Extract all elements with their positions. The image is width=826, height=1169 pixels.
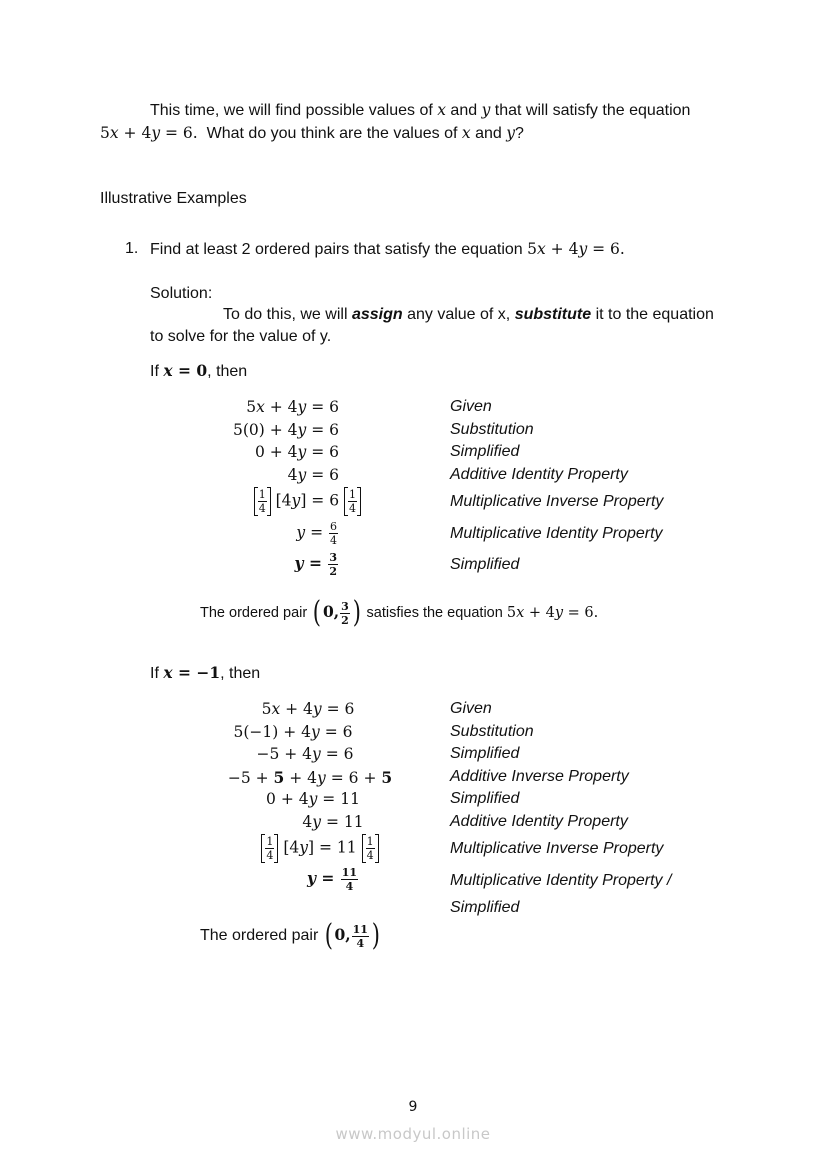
case2-step-2-eq: 5(−1) + 4y = 6 — [233, 723, 353, 741]
case1-step-1-eq: 5x + 4y = 6 — [246, 398, 339, 416]
case2-conclusion: The ordered pair ( 0, $\frac{11}{4}$ ) — [200, 918, 380, 953]
case2-step-8-reason-cont: Simplified — [450, 899, 520, 916]
case2-step-6-reason: Additive Identity Property — [450, 813, 628, 830]
pair-x: 0 — [334, 925, 346, 945]
case1-conclusion: The ordered pair ( 0, $\frac{3}{2}$ ) satisfies the equation 5x + 4y = 6. — [200, 595, 599, 630]
example-prompt-text: Find at least 2 ordered pairs that satisfy the equation — [150, 241, 528, 258]
case1-step-1-reason: Given — [450, 398, 492, 415]
bracket-fraction: $\frac{1}{4}$ — [261, 836, 278, 861]
case2-step-5-eq: 0 + 4y = 11 — [266, 790, 360, 808]
case2-step-6-eq: 4y = 11 — [302, 813, 364, 831]
case2-step-3-reason: Simplified — [450, 745, 520, 762]
case1-step-3-reason: Simplified — [450, 443, 520, 460]
case1-step-7-reason: Simplified — [450, 556, 520, 573]
case2-condition — [150, 663, 260, 683]
question-mark: ? — [515, 125, 524, 142]
case2-step-5-reason: Simplified — [450, 790, 520, 807]
var-y: y — [506, 124, 515, 142]
solution-text: any value of x, — [402, 306, 515, 323]
case2-step-4-reason: Additive Inverse Property — [450, 768, 629, 785]
case1-step-6-eq: y = $\frac{6}{4}$ — [296, 520, 337, 547]
solution-text-line-1 — [223, 306, 714, 324]
bracket-fraction: $\frac{1}{4}$ — [344, 489, 361, 514]
case1-step-5-eq: $\frac{1}{4}$ [4y] = 6 $\frac{1}{4}$ — [254, 489, 361, 514]
case2-step-3-eq: −5 + 4y = 6 — [256, 745, 354, 763]
example-prompt — [150, 240, 625, 259]
case2-step-7-reason: Multiplicative Inverse Property — [450, 840, 664, 857]
case1-step-3-eq: 0 + 4y = 6 — [254, 443, 339, 461]
emphasis-substitute: substitute — [514, 306, 592, 323]
solution-text: To do this, we will — [223, 306, 352, 323]
then-label: , then — [220, 665, 261, 682]
conclusion-text: The ordered pair — [200, 927, 323, 945]
intro-text-end: that will satisfy the equation — [490, 102, 691, 119]
case2-step-8-reason: Multiplicative Identity Property / — [450, 872, 672, 889]
intro-and: and — [445, 102, 482, 119]
pair-y-fraction: $\frac{3}{2}$ — [341, 599, 349, 627]
case2-step-2-reason: Substitution — [450, 723, 534, 740]
condition-x-equals-neg1: x = −1 — [163, 663, 221, 682]
example-equation: 5x + 4y = 6. — [527, 240, 625, 258]
example-number: 1. — [125, 240, 139, 257]
case1-step-2-eq: 5(0) + 4y = 6 — [233, 421, 339, 439]
intro-text: This time, we will find possible values of — [150, 102, 438, 119]
case2-step-4-eq: −5 + 5 + 4y = 6 + 5 — [227, 768, 393, 787]
case2-step-7-eq: $\frac{1}{4}$ [4y] = 11 $\frac{1}{4}$ — [0, 836, 640, 861]
case2-step-1-reason: Given — [450, 700, 492, 717]
intro-and: and — [470, 125, 507, 142]
case1-step-2-reason: Substitution — [450, 421, 534, 438]
intro-equation: 5x + 4y = 6. — [100, 124, 198, 142]
then-label: , then — [207, 363, 248, 380]
solution-text-line-2: to solve for the value of y. — [150, 328, 332, 345]
case1-step-5-reason: Multiplicative Inverse Property — [450, 493, 664, 510]
case1-condition — [150, 361, 247, 381]
intro-question: What do you think are the values of — [197, 125, 462, 142]
if-label: If — [150, 665, 164, 682]
solution-label: Solution: — [150, 285, 213, 302]
condition-x-equals-0: x = 0 — [163, 361, 208, 380]
watermark: www.modyul.online — [335, 1125, 491, 1143]
intro-line-2 — [100, 124, 524, 143]
emphasis-assign: assign — [351, 306, 403, 323]
pair-y-fraction: $\frac{11}{4}$ — [352, 922, 368, 950]
case1-step-7-eq: y = $\frac{3}{2}$ — [294, 551, 337, 578]
case2-step-1-eq: 5x + 4y = 6 — [261, 700, 355, 718]
pair-x: 0 — [322, 601, 334, 621]
bracket-fraction: $\frac{1}{4}$ — [254, 489, 271, 514]
conclusion-equation: 5x + 4y = 6. — [506, 604, 599, 621]
conclusion-text: The ordered pair — [200, 604, 312, 621]
var-y: y — [481, 101, 491, 119]
page-number: 9 — [408, 1099, 418, 1115]
conclusion-text: satisfies the equation — [362, 604, 507, 621]
case1-step-4-eq: 4y = 6 — [287, 466, 339, 484]
var-x: x — [437, 101, 446, 119]
solution-text: it to the equation — [591, 306, 714, 323]
if-label: If — [150, 363, 164, 380]
intro-line-1 — [150, 101, 690, 120]
case2-step-8-eq: y = $\frac{11}{4}$ — [306, 866, 358, 893]
case1-step-4-reason: Additive Identity Property — [450, 466, 628, 483]
section-heading: Illustrative Examples — [100, 190, 247, 207]
bracket-fraction: $\frac{1}{4}$ — [362, 836, 379, 861]
var-x: x — [461, 124, 471, 142]
case1-step-6-reason: Multiplicative Identity Property — [450, 525, 663, 542]
